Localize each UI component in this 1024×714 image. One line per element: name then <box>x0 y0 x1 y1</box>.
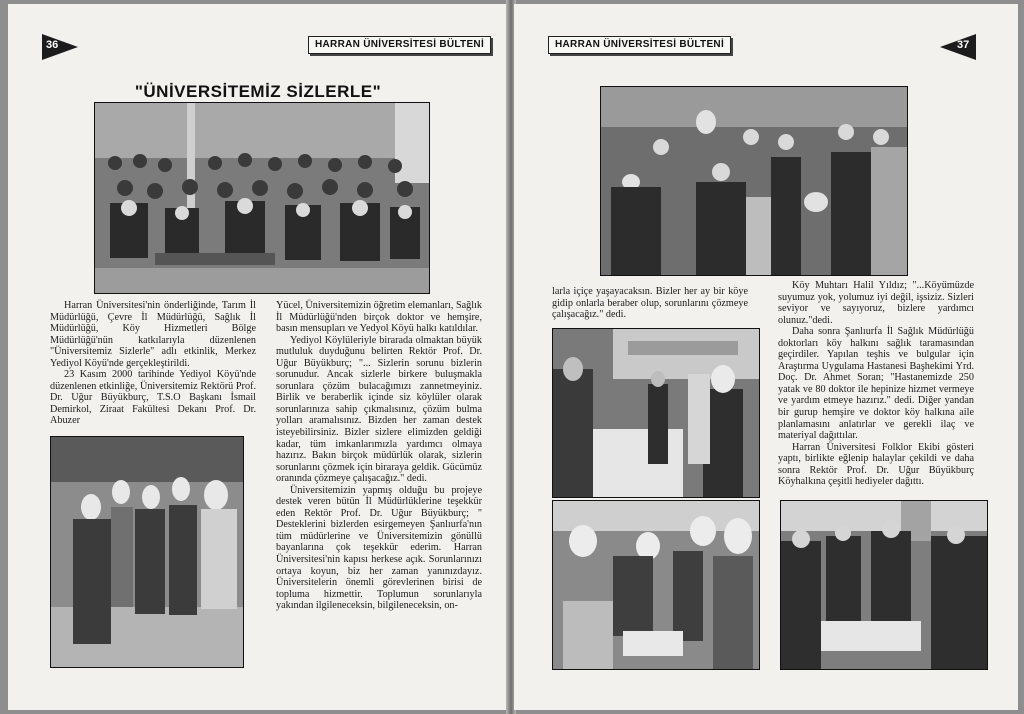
right-page <box>514 4 1018 710</box>
right-column-2 <box>778 280 974 488</box>
left-column-2 <box>276 300 482 612</box>
left-column-1 <box>50 300 256 427</box>
paragraph: Üniversitemizin yapmış olduğu bu projeye destek veren bütün İl Müdürlüklerine teşekkür eden Rektör Prof. Dr. Uğur Büyükburç; " Desteklerini bizlerden esirgemeyen Şanlıurfa'nın tüm müdürlerine ve Üniversitemizin gönüllü bayanlarına çok teşekkür ederim. Harran Üniversitesi'nin kapısı herkese açık. Sorunlarınızı ortaya koyun, biz her zaman yanınızdayız. Üniversitelerin önemli görevlerinen birisi de topluma hizmettir. Toplumun sorunlarıyla yakından ilgileneceksin, bilgileneceksin, on- <box>276 484 482 612</box>
photo-crowd-gathering <box>600 86 908 276</box>
paragraph: larla içiçe yaşayacaksın. Bizler her ay bir köye gidip onlarla beraber olup, sorunlarını çözmeye çalışacağız." dedi. <box>552 286 748 321</box>
photo-speech-event <box>552 328 760 498</box>
page-number: 36 <box>46 39 59 51</box>
bulletin-header: HARRAN ÜNİVERSİTESİ BÜLTENİ <box>308 36 491 54</box>
paragraph: Harran Üniversitesi Folklor Ekibi gösteri yaptı, birlikte eğlenip halaylar çekildi ve daha sonra Rektör Prof. Dr. Uğur Büyükburç Köyhalkına çeşitli hediyeler dağıttı. <box>778 441 974 488</box>
paragraph: Yücel, Üniversitemizin öğretim elemanları, Sağlık İl Müdürlüğü'nden birçok doktor ve hemşire, basın mensupları ve Yedyol Köyü halkı katıldılar. <box>276 300 482 335</box>
photo-seated-audience <box>94 102 430 294</box>
paragraph: 23 Kasım 2000 tarihinde Yediyol Köyü'nde düzenlenen etkinliğe, Üniversitemiz Rektörü Prof. Dr. Uğur Büyükburç, T.S.O Başkanı İsmail Demirkol, Ziraat Fakültesi Dekanı Prof. Dr. Abuzer <box>50 369 256 427</box>
photo-health-screening <box>552 500 760 670</box>
paragraph: Yediyol Köylüleriyle birarada olmaktan büyük mutluluk duyduğunu belirten Rektör Prof. Dr. Uğur Büyükburç; "... Sizlerin sorunu bizlerin sorunudur. Ancak sizlerle birkere buluşmakla sorunlara çözüm bulacağımızı zannetmeyiniz. Birlik ve beraberlik içinde siz köylüler olarak sorunlarınıza sahip çıkmalısınız, çözüm bulma yolları aramalısınız. Bizden her zaman destek isteyebilirsiniz. Bizler sizlere elimizden geldiği kadar, tüm imkanlarımızla yardımcı olmaya hazırız. Bakın birçok müdürlük olarak, sizlerin sorunlarını çözmek için biraraya geldik. Gücümüz oranında çözmeye çalışacağız." dedi. <box>276 334 482 485</box>
page-number-arrow-right <box>940 34 976 60</box>
page-number-arrow-left <box>42 34 78 60</box>
right-column-1 <box>552 286 748 321</box>
paragraph: Köy Muhtarı Halil Yıldız; "...Köyümüzde suyumuz yok, yolumuz iyi değil, işsiziz. Sizleri seviyor ve sayıyoruz, bizlere yardımcı olunuz."dedi. <box>778 280 974 326</box>
article-title: "ÜNİVERSİTEMİZ SİZLERLE" <box>134 82 382 101</box>
paragraph: Daha sonra Şanlıurfa İl Sağlık Müdürlüğü doktorları köy halkını sağlık taramasından geçirdiler. Yapılan teşhis ve bulgular için Araştırma Uygulama Hastanesi Başhekimi Yrd. Doç. Dr. Ahmet Soran; "Hastanemizde 250 yatak ve 80 doktor ile hepinize hizmet vermeye ve yardım etmeye hazırız." dedi. Diğer yandan bir gurup hemşire ve doktor köy halkına aile planlamasını anlatırlar ve gerekli ilaç ve materiyal dağıttılar. <box>778 326 974 442</box>
paragraph: Harran Üniversitesi'nin önderliğinde, Tarım İl Müdürlüğü, Çevre İl Müdürlüğü, Sağlık İl Müdürlüğü, Köy Hizmetleri Bölge Müdürlüğü'nün katkılarıyla düzenlenen "Üniversitemiz Sizlerle" adlı etkinlik, Merkez Yediyol Köyü'nde gerçekleştirildi. <box>50 300 256 369</box>
photo-gift-distribution <box>780 500 988 670</box>
photo-village-women <box>50 436 244 668</box>
left-page <box>8 4 508 710</box>
bulletin-header: HARRAN ÜNİVERSİTESİ BÜLTENİ <box>548 36 731 54</box>
page-number: 37 <box>957 39 970 51</box>
